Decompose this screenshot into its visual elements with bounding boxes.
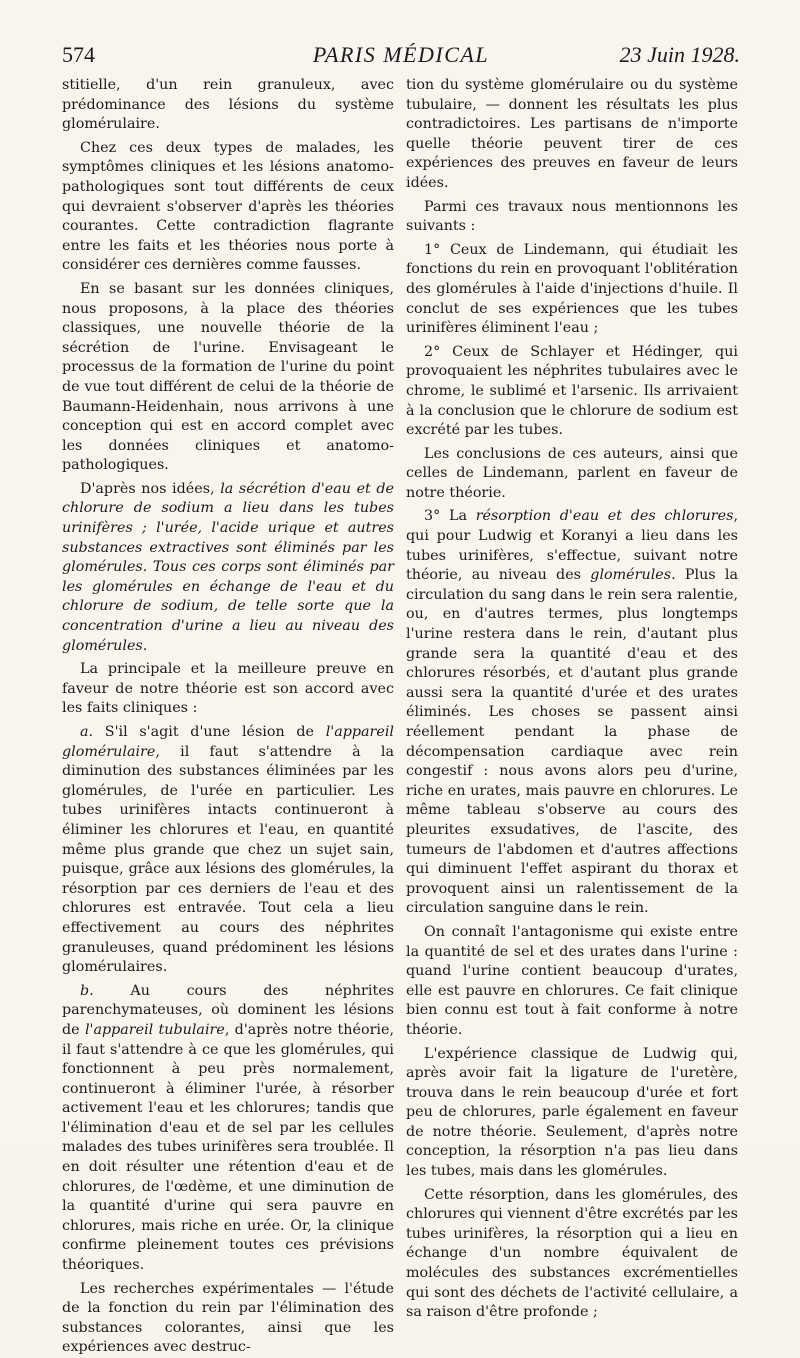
paragraph: 2° Ceux de Schlayer et Hédinger, qui provoquaient les néphrites tubulaires avec le chrome, le sublimé et l'arsenic. Ils arrivaient à la conclusion que le chlorure de sodium est excrété par les tubes. — [406, 343, 738, 439]
paragraph: 1° Ceux de Lindemann, qui étudiait les fonctions du rein en provoquant l'oblitération des glomérules à l'aide d'injections d'huile. Il conclut de ses expériences que les tubes urinifères éliminent l'eau ; — [406, 241, 738, 337]
paragraph: Chez ces deux types de malades, les symptômes cliniques et les lésions anatomo-pathologiques sont tout différents de ceux qui devraient s'observer d'après les théories courantes. Cette contradiction flagrante entre les faits et les théories nous porte à considérer ces dernières comme fausses. — [62, 139, 394, 274]
text-run: , il faut s'attendre à la diminution des substances éliminées par les glomérules, de l'urée en particulier. Les tubes urinifères intacts continueront à éliminer les chlorures et l'eau, en quantité même plus grande que chez un sujet sain, puisque, grâce aux lésions des glomérules, la résorption par ces derniers de l'eau et des chlorures est entravée. Tout cela a lieu effectivement au cours des néphrites granuleuses, quand prédominent les lésions glomérulaires. — [62, 743, 394, 976]
text-run: , qui pour Ludwig et Koranyi a lieu dans les tubes urinifères, s'effectue, suivant notre théorie, au niveau des — [406, 508, 738, 584]
list-label: a. — [80, 724, 94, 740]
left-column — [62, 76, 394, 1358]
paragraph: Parmi ces travaux nous mentionnons les suivants : — [406, 198, 738, 235]
journal-title: PARIS MÉDICAL — [312, 42, 490, 67]
paragraph — [62, 723, 394, 978]
italic-text: l'appareil glomérulaire — [62, 724, 394, 760]
italic-text: la sécrétion d'eau et de chlorure de sodium a lieu dans les tubes urinifères ; l'urée, l'acide urique et autres substances extractives sont éliminés par les glomérules. Tous ces corps sont éliminés par les glomérules en échange de l'eau et du chlorure de sodium, de telle sorte que la concentration d'urine a lieu au niveau des glomérules. — [62, 480, 395, 654]
list-label: b. — [80, 982, 94, 999]
paragraph: On connaît l'antagonisme qui existe entre la quantité de sel et des urates dans l'urine : quand l'urine contient beaucoup d'urates, elle est pauvre en chlorures. Ce fait clinique bien connu est tout à fait conforme à notre théorie. — [406, 923, 738, 1038]
paragraph: stitielle, d'un rein granuleux, avec prédominance des lésions du système glomérulaire. — [62, 77, 394, 133]
paragraph: Les conclusions de ces auteurs, ainsi que celles de Lindemann, parlent en faveur de notre théorie. — [406, 445, 738, 501]
paragraph: Les recherches expérimentales — l'étude de la fonction du rein par l'élimination des substances colorantes, ainsi que les expériences avec destruc- — [62, 1280, 394, 1356]
paragraph — [62, 480, 394, 656]
text-run: . Plus la circulation du sang dans le rein sera ralentie, ou, en d'autres termes, plus longtemps l'urine restera dans le rein, d'autant plus grande sera la quantité d'eau et des chlorures résorbés, et d'autant plus grande aussi sera la quantité d'urée et des urates éliminés. Les choses se passent ainsi réellement pendant la phase de décompensation cardiaque avec rein congestif : nous avons alors peu d'urine, riche en urates, mais pauvre en chlorures. Le même tableau s'observe au cours des pleurites exsudatives, de l'ascite, des tumeurs de l'abdomen et d'autres affections qui diminuent l'effet aspirant du thorax et provoquent ainsi un ralentissement de la circulation sanguine dans le rein. — [406, 567, 739, 917]
text-run: S'il s'agit d'une lésion de — [93, 724, 326, 740]
text-run: , d'après notre théorie, il faut s'attendre à ce que les glomérules, qui fonctionnent à peu près normalement, continueront à éliminer l'urée, à résorber activement l'eau et les chlorures; tandis que l'élimination d'eau et de sel par les cellules malades des tubes urinifères sera troublée. Il en doit résulter une rétention d'eau et de chlorures, de l'œdème, et une diminution de la quantité d'urine qui sera pauvre en chlorures, mais riche en urée. Or, la clinique confirme pleinement toutes ces prévisions théoriques. — [62, 1021, 394, 1274]
italic-text: glomérules — [590, 567, 672, 584]
paragraph: La principale et la meilleure preuve en faveur de notre théorie est son accord avec les faits cliniques : — [62, 661, 394, 717]
paragraph: L'expérience classique de Ludwig qui, après avoir fait la ligature de l'uretère, trouva dans le rein beaucoup d'urée et fort peu de chlorures, parle également en faveur de notre théorie. Seulement, d'après notre conception, la résorption n'a pas lieu dans les tubes, mais dans les glomérules. — [406, 1045, 738, 1180]
italic-text: résorption d'eau et des chlorures — [475, 508, 734, 525]
text-run: D'après nos idées, — [80, 480, 221, 497]
running-header — [62, 40, 740, 70]
text-run: 3° La — [424, 508, 476, 525]
paragraph — [406, 507, 738, 918]
page-number: 574 — [62, 42, 95, 67]
right-column — [406, 76, 738, 1323]
italic-text: l'appareil tubulaire — [84, 1021, 225, 1038]
text-run: Au cours des néphrites parenchymateuses, où dominent les lésions de — [62, 982, 394, 1038]
paragraph: En se basant sur les données cliniques, nous proposons, à la place des théories classiques, une nouvelle théorie de la sécrétion de l'urine. Envisageant le processus de la formation de l'urine du point de vue tout différent de celui de la théorie de Baumann-Heidenhain, nous arrivons à une conception qui est en accord complet avec les données cliniques et anatomo-pathologiques. — [62, 280, 394, 474]
issue-date: 23 Juin 1928. — [619, 42, 740, 67]
paragraph — [62, 982, 394, 1276]
paragraph: Cette résorption, dans les glomérules, des chlorures qui viennent d'être excrétés par les tubes urinifères, la résorption qui a lieu en échange d'un nombre équivalent de molécules des substances excrémentielles qui sont des déchets de l'activité cellulaire, a sa raison d'être profonde ; — [406, 1186, 738, 1321]
paragraph: tion du système glomérulaire ou du système tubulaire, — donnent les résultats les plus contradictoires. Les partisans de n'importe quelle théorie peuvent tirer de ces expériences des preuves en faveur de leurs idées. — [406, 77, 738, 191]
